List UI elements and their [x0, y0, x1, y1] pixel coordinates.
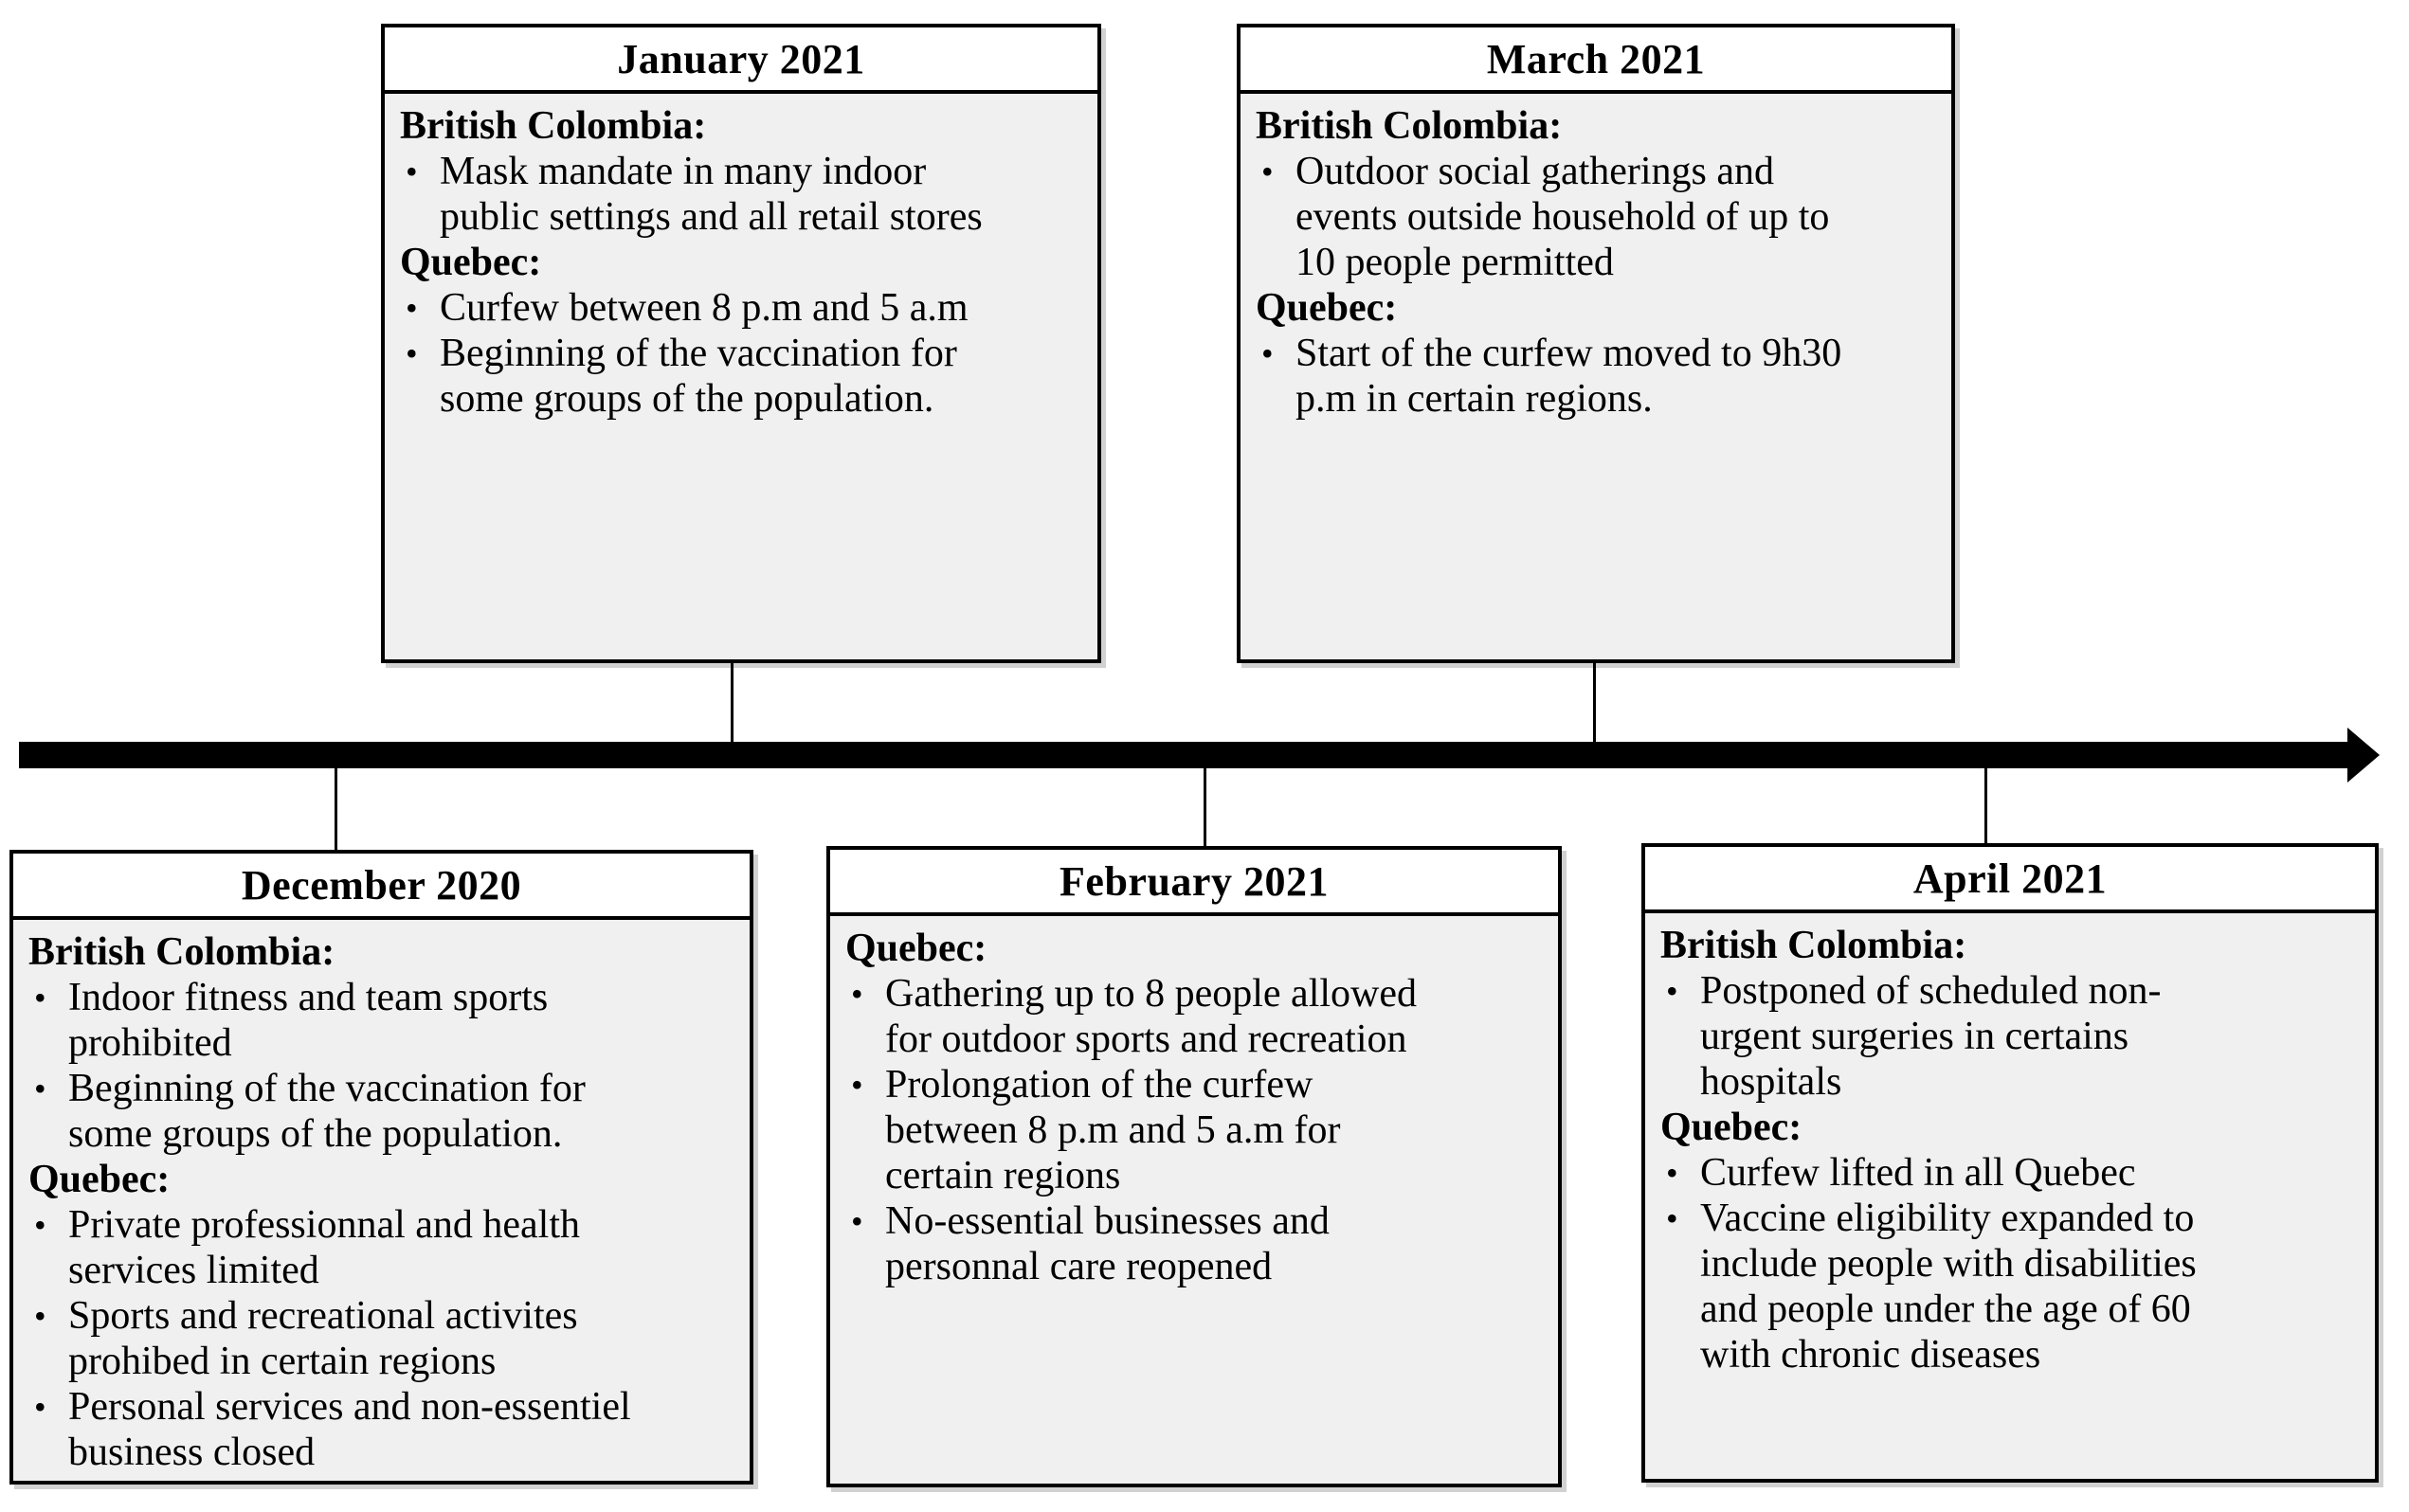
- bullet-item: • Vaccine eligibility expanded to include people with disabilities and people under the age of 60 with chronic diseases: [1660, 1196, 2254, 1377]
- connector-december-2020: [335, 766, 337, 852]
- bullet-item: • Postponed of scheduled non-urgent surgeries in certains hospitals: [1660, 968, 2254, 1105]
- card-title: January 2021: [385, 27, 1097, 94]
- region-label: Quebec:: [845, 927, 987, 970]
- bullet-list: [400, 149, 1018, 240]
- bullet-item: • Beginning of the vaccination for some groups of the population.: [400, 331, 1018, 422]
- bullet-list: [28, 975, 661, 1157]
- card-title: March 2021: [1241, 27, 1951, 94]
- bullet-item: • Beginning of the vaccination for some groups of the population.: [28, 1066, 661, 1157]
- region-label: Quebec:: [28, 1158, 171, 1201]
- bullet-item: • Curfew lifted in all Quebec: [1660, 1150, 2254, 1196]
- timeline-card-january-2021: [381, 24, 1101, 663]
- region-label: British Colombia:: [1256, 104, 1563, 148]
- bullet-item: • Mask mandate in many indoor public settings and all retail stores: [400, 149, 1018, 240]
- card-title: December 2020: [13, 854, 750, 920]
- bullet-item: • Private professionnal and health services limited: [28, 1202, 661, 1293]
- connector-april-2021: [1984, 766, 1987, 845]
- card-title: February 2021: [830, 850, 1558, 916]
- timeline-arrowhead-icon: [2347, 728, 2380, 783]
- bullet-item: • Curfew between 8 p.m and 5 a.m: [400, 285, 1018, 331]
- bullet-item: • Personal services and non-essentiel business closed: [28, 1384, 661, 1475]
- bullet-list: [1256, 149, 1864, 285]
- timeline-axis: [19, 742, 2350, 768]
- bullet-item: • Gathering up to 8 people allowed for outdoor sports and recreation: [845, 971, 1452, 1062]
- card-body: [1645, 913, 2375, 1377]
- bullet-item: • Outdoor social gatherings and events outside household of up to 10 people permitted: [1256, 149, 1864, 285]
- bullet-list: [1256, 331, 1864, 422]
- bullet-list: [845, 971, 1452, 1289]
- region-label: British Colombia:: [28, 930, 335, 974]
- bullet-item: • Sports and recreational activites prohibed in certain regions: [28, 1293, 661, 1384]
- bullet-list: [1660, 1150, 2254, 1377]
- region-label: British Colombia:: [400, 104, 707, 148]
- card-body: [385, 94, 1097, 422]
- bullet-item: • Start of the curfew moved to 9h30 p.m in certain regions.: [1256, 331, 1864, 422]
- bullet-item: • Indoor fitness and team sports prohibited: [28, 975, 661, 1066]
- connector-january-2021: [731, 661, 734, 745]
- card-body: [13, 920, 750, 1475]
- region-label: Quebec:: [400, 241, 542, 284]
- card-body: [830, 916, 1558, 1289]
- region-label: Quebec:: [1256, 286, 1398, 330]
- bullet-item: • Prolongation of the curfew between 8 p.m and 5 a.m for certain regions: [845, 1062, 1452, 1198]
- timeline-card-december-2020: [9, 850, 753, 1485]
- timeline-card-february-2021: [826, 846, 1562, 1487]
- bullet-item: • No-essential businesses and personnal care reopened: [845, 1198, 1452, 1289]
- bullet-list: [1660, 968, 2254, 1105]
- card-title: April 2021: [1645, 847, 2375, 913]
- timeline-card-april-2021: [1641, 843, 2379, 1483]
- connector-february-2021: [1204, 766, 1206, 848]
- bullet-list: [400, 285, 1018, 422]
- bullet-list: [28, 1202, 661, 1475]
- region-label: Quebec:: [1660, 1106, 1802, 1149]
- connector-march-2021: [1593, 661, 1596, 745]
- card-body: [1241, 94, 1951, 422]
- region-label: British Colombia:: [1660, 924, 1967, 967]
- timeline-card-march-2021: [1237, 24, 1955, 663]
